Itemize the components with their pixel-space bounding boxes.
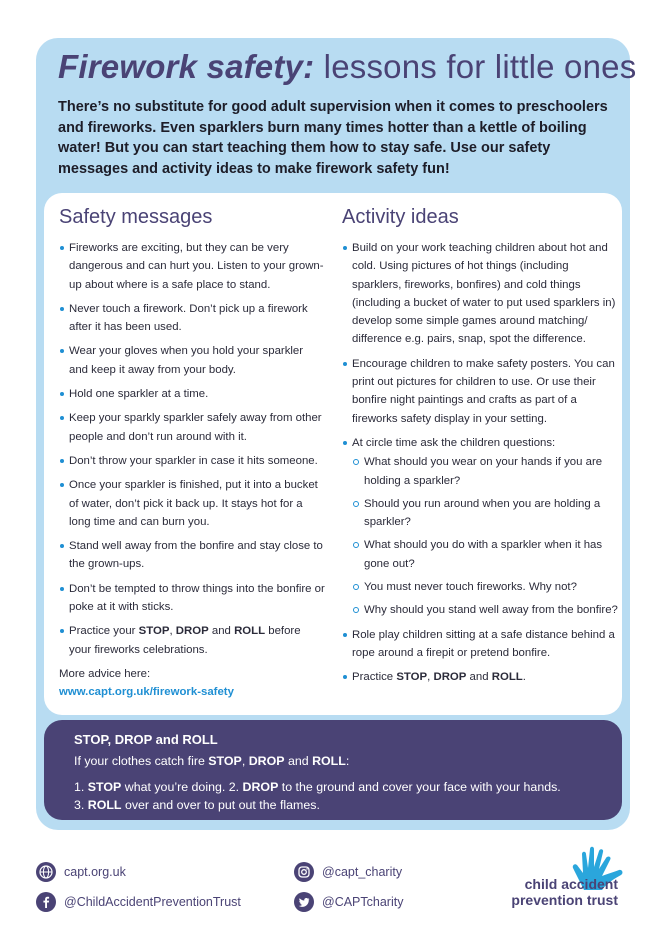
website-text: capt.org.uk [64,865,126,879]
list-item: Hold one sparkler at a time. [59,385,325,403]
question-item: Should you run around when you are holding a sparkler? [352,495,618,532]
text-span: 1. [74,780,88,794]
drop-word: DROP [242,780,279,794]
stop-word: STOP [208,754,242,768]
text-span: what you’re doing. [121,780,229,794]
text-span: Practice your [69,625,139,638]
text-span: , [427,671,434,684]
more-advice-label: More advice here: [59,667,151,680]
roll-word: ROLL [234,625,266,638]
circle-time-text: At circle time ask the children questions: [352,436,556,449]
list-item: Fireworks are exciting, but they can be very dangerous and can hurt you. Listen to your grown-up about where is a safe place to stand. [59,239,325,294]
activity-ideas-column [342,206,618,693]
question-item: You must never touch fireworks. Why not? [352,578,618,596]
title-bold: Firework safety: [58,48,315,85]
stop-word: STOP [87,780,122,794]
list-item: Wear your gloves when you hold your sparkler and keep it away from your body. [59,342,325,379]
brand-line-1: child accident [524,876,618,892]
more-advice [59,665,325,701]
roll-word: ROLL [491,671,523,684]
twitter-text: @CAPTcharity [322,895,404,909]
text-span: . [522,671,526,684]
footer-instagram[interactable] [294,862,402,882]
list-item: Stand well away from the bonfire and stay close to the grown-ups. [59,537,325,574]
drop-word: DROP [248,754,285,768]
stop-word: STOP [396,671,428,684]
instagram-text: @capt_charity [322,865,403,879]
list-item: Don’t be tempted to throw things into the bonfire or poke at it with sticks. [59,580,325,617]
safety-heading: Safety messages [59,206,213,228]
question-item: What should you do with a sparkler when it has gone out? [352,536,618,573]
list-item: Never touch a firework. Don’t pick up a firework after it has been used. [59,300,325,337]
facebook-icon [36,892,56,912]
list-item [59,622,325,659]
list-item: Role play children sitting at a safe distance behind a rope around a firepit or pretend bonfire. [342,626,618,663]
activity-heading: Activity ideas [342,206,459,228]
page-title [58,48,636,86]
text-span: and [466,671,492,684]
intro-text: There’s no substitute for good adult supervision when it comes to preschoolers and fireworks. Even sparklers burn many times hotter than a kettle of boiling water! But you can start teaching them how to stay safe. Use our safety messages and activity ideas to make firework safety fun! [58,99,608,177]
text-span: 2. [228,780,243,794]
text-span: and [208,625,235,638]
banner-title: STOP, DROP and ROLL [74,732,218,747]
text-span: , [169,625,176,638]
list-item: Build on your work teaching children about hot and cold. Using pictures of hot things (including sparklers, fireworks, bonfires) and cold things (including a bucket of water to put used sparklers in) develop some simple games around matching/ difference e.g. pairs, snap, spot the difference. [342,239,618,349]
more-advice-link[interactable]: www.capt.org.uk/firework-safety [59,685,234,698]
list-item [342,668,618,686]
list-item: Don’t throw your sparkler in case it hits someone. [59,452,325,470]
text-span: before your fireworks celebrations. [69,625,301,656]
text-span: : [345,754,350,768]
footer-twitter[interactable] [294,892,403,912]
twitter-icon [294,892,314,912]
question-item: What should you wear on your hands if you are holding a sparkler? [352,453,618,490]
safety-list [59,239,325,659]
text-span: 3. [74,797,88,812]
drop-word: DROP [175,625,209,638]
text-span: over and over to put out the flames. [121,797,320,812]
instagram-icon [294,862,314,882]
list-item [342,434,618,620]
footer-facebook[interactable] [36,892,241,912]
banner-line [74,754,349,768]
title-rest: lessons for little ones [314,48,637,85]
activity-list [342,239,618,687]
globe-icon [36,862,56,882]
drop-word: DROP [433,671,467,684]
roll-word: ROLL [312,754,346,768]
text-span: to the ground and cover your face with your hands. [278,780,561,794]
banner-steps [74,779,614,814]
list-item: Once your sparkler is finished, put it into a bucket of water, don’t pick it back up. It stays hot for a long time and can burn you. [59,476,325,531]
stop-drop-roll-banner [44,720,622,820]
brand-text [478,876,618,908]
brand-line-2: prevention trust [511,892,618,908]
capt-logo [478,848,638,910]
text-span: and [284,754,313,768]
stop-word: STOP [138,625,170,638]
text-span: , [241,754,249,768]
text-span: If your clothes catch fire [74,754,209,768]
text-span: Practice [352,671,397,684]
safety-messages-column [59,206,325,701]
question-list [352,453,618,619]
question-item: Why should you stand well away from the bonfire? [352,601,618,619]
list-item: Encourage children to make safety posters. You can print out pictures for children to use. Or use their bonfire night paintings and crafts as part of a fireworks safety display in your setting. [342,355,618,428]
roll-word: ROLL [87,797,122,812]
footer-website[interactable] [36,862,126,882]
facebook-text: @ChildAccidentPreventionTrust [64,895,241,909]
list-item: Keep your sparkly sparkler safely away from other people and don’t run around with it. [59,409,325,446]
